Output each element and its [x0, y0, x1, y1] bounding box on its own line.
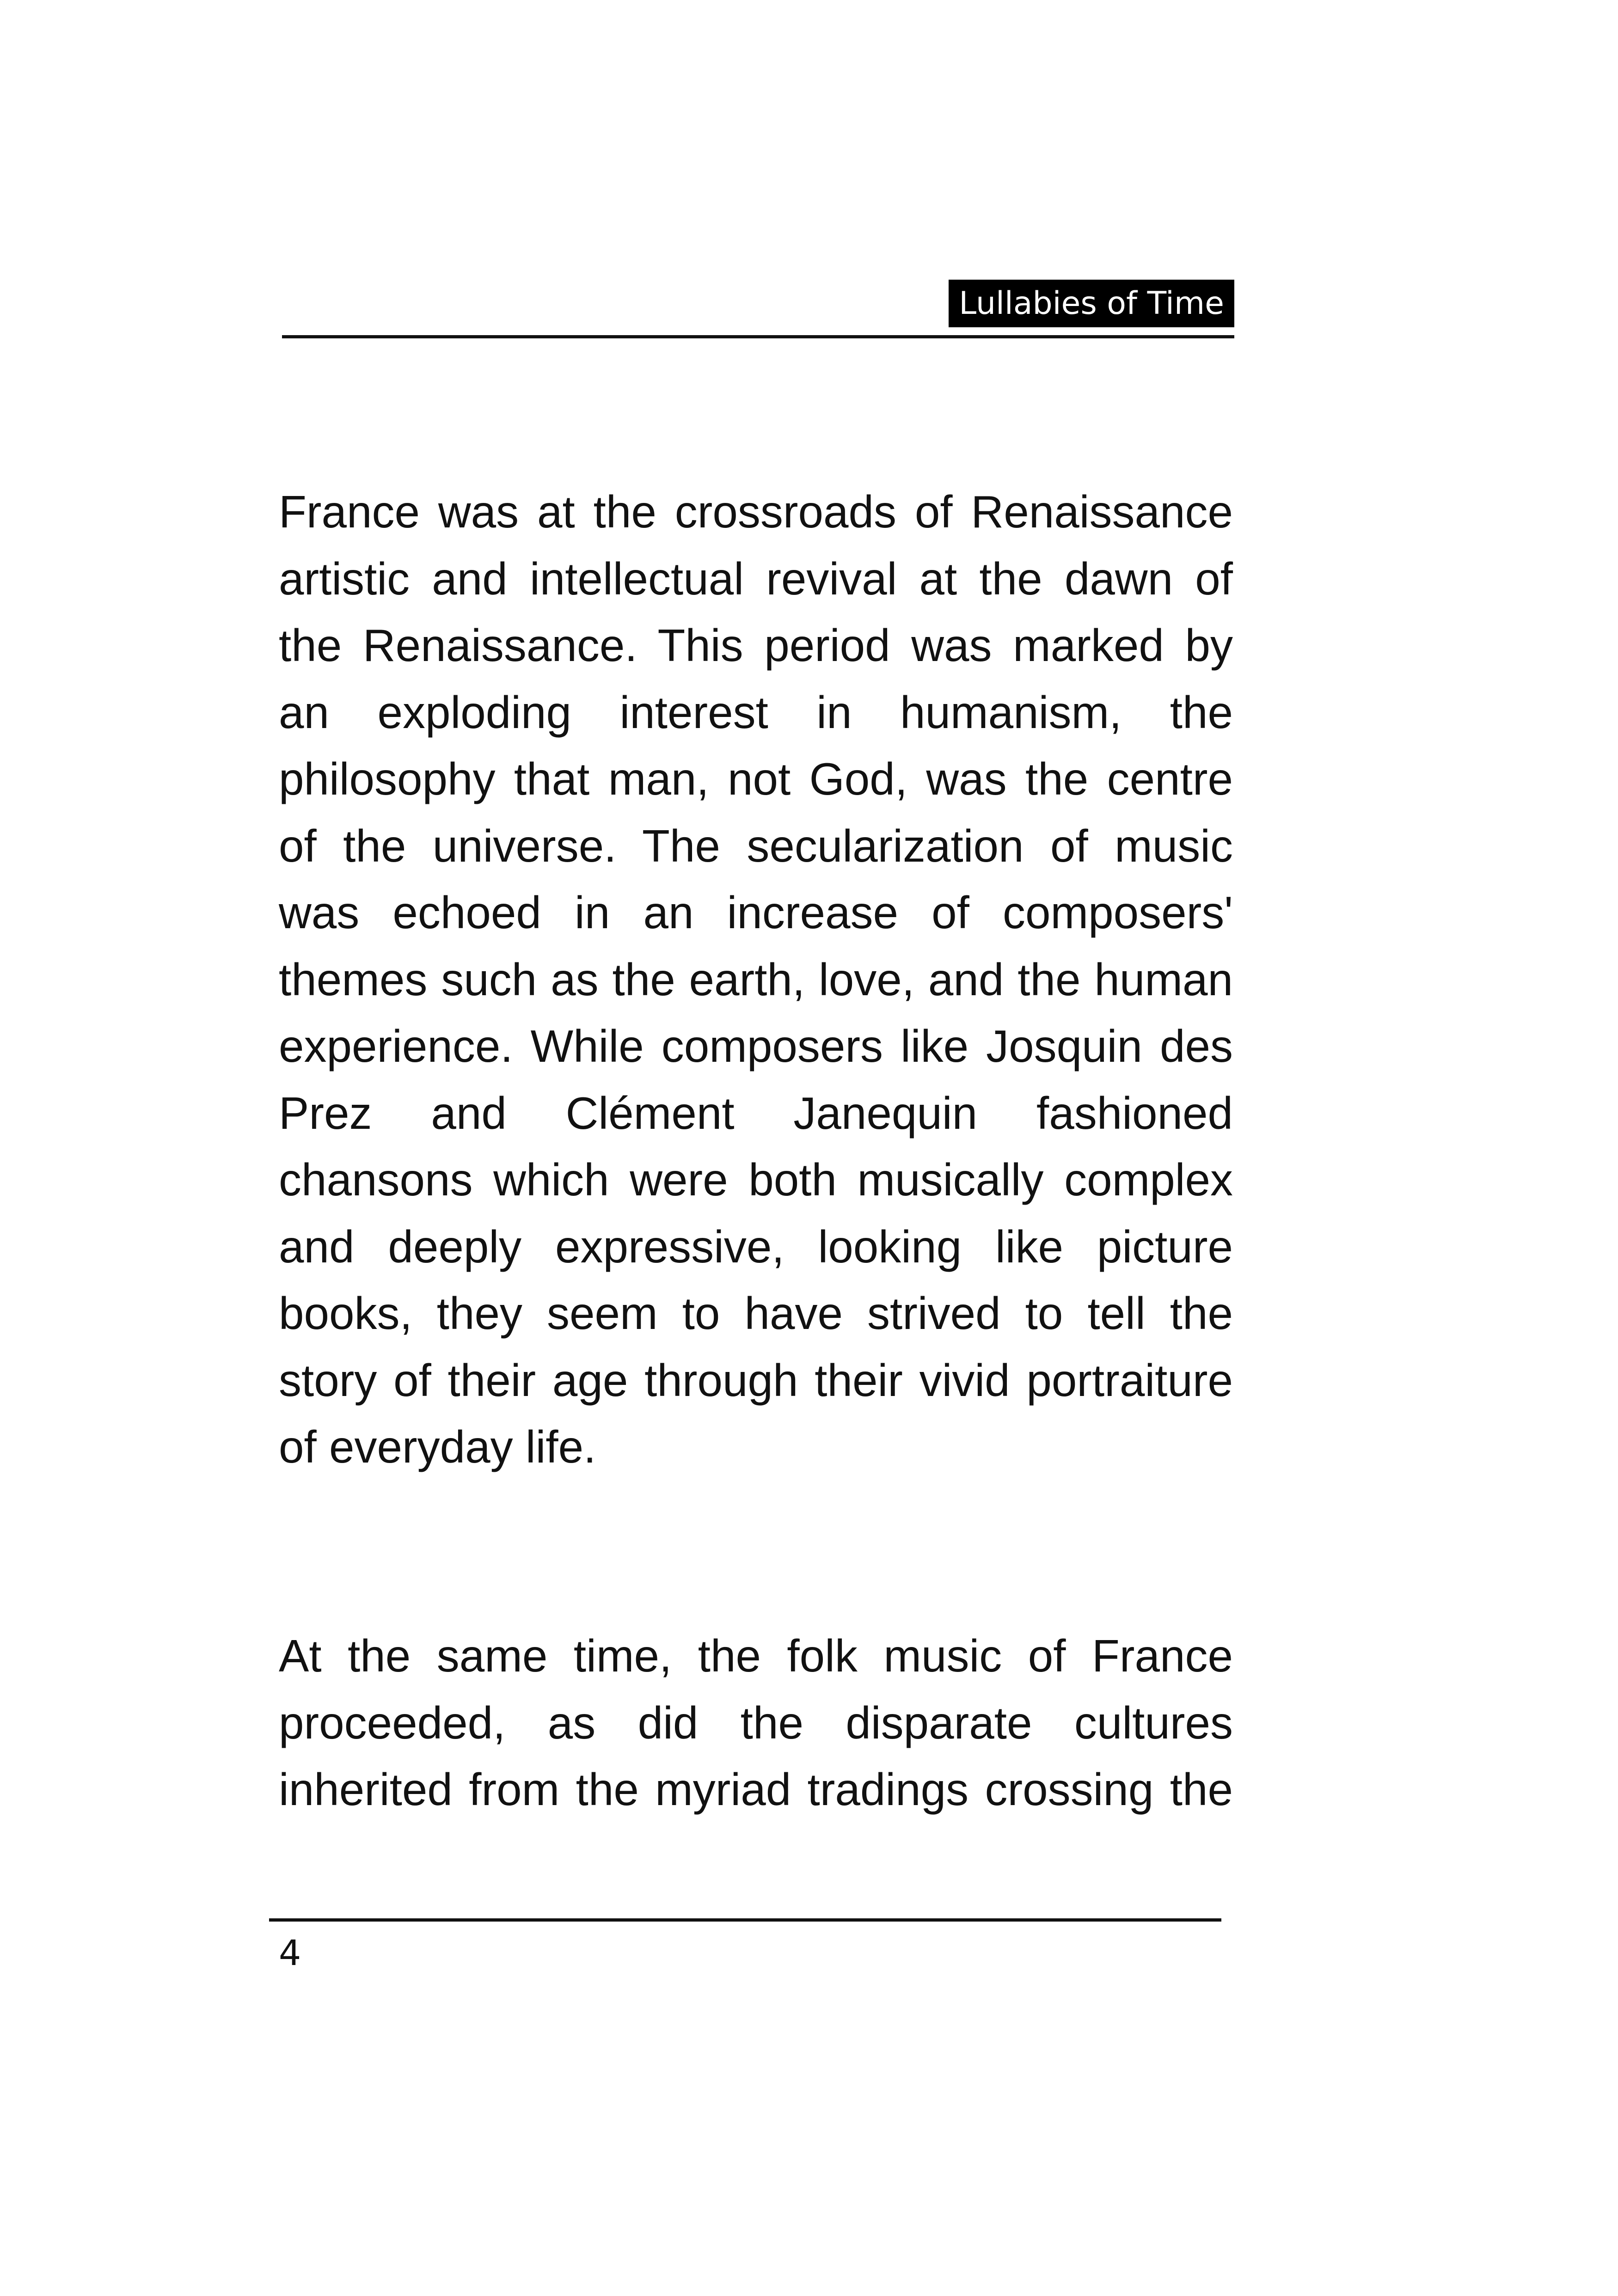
header-rule [282, 335, 1234, 338]
page-number: 4 [279, 1932, 301, 1973]
body-paragraph-1: France was at the crossroads of Renaissance artistic and intellectual revival at the dawn of the Renaissance. This period was marked by an exploding interest in humanism, the philosophy that man, not God, was the centre of the universe. The secularization of music was echoed in an increase of composers' themes such as the earth, love, and the human experience. While composers like Josquin des Prez and Clément Janequin fashioned chansons which were both musically complex and deeply expressive, looking like picture books, they seem to have strived to tell the story of their age through their vivid portraiture of everyday life. [279, 486, 1233, 1472]
body-paragraph-2: At the same time, the folk music of France proceeded, as did the disparate cultures inherited from the myriad tradings crossing the [279, 1630, 1233, 1815]
running-header-title: Lullabies of Time [949, 280, 1234, 327]
footer-rule [269, 1918, 1221, 1922]
